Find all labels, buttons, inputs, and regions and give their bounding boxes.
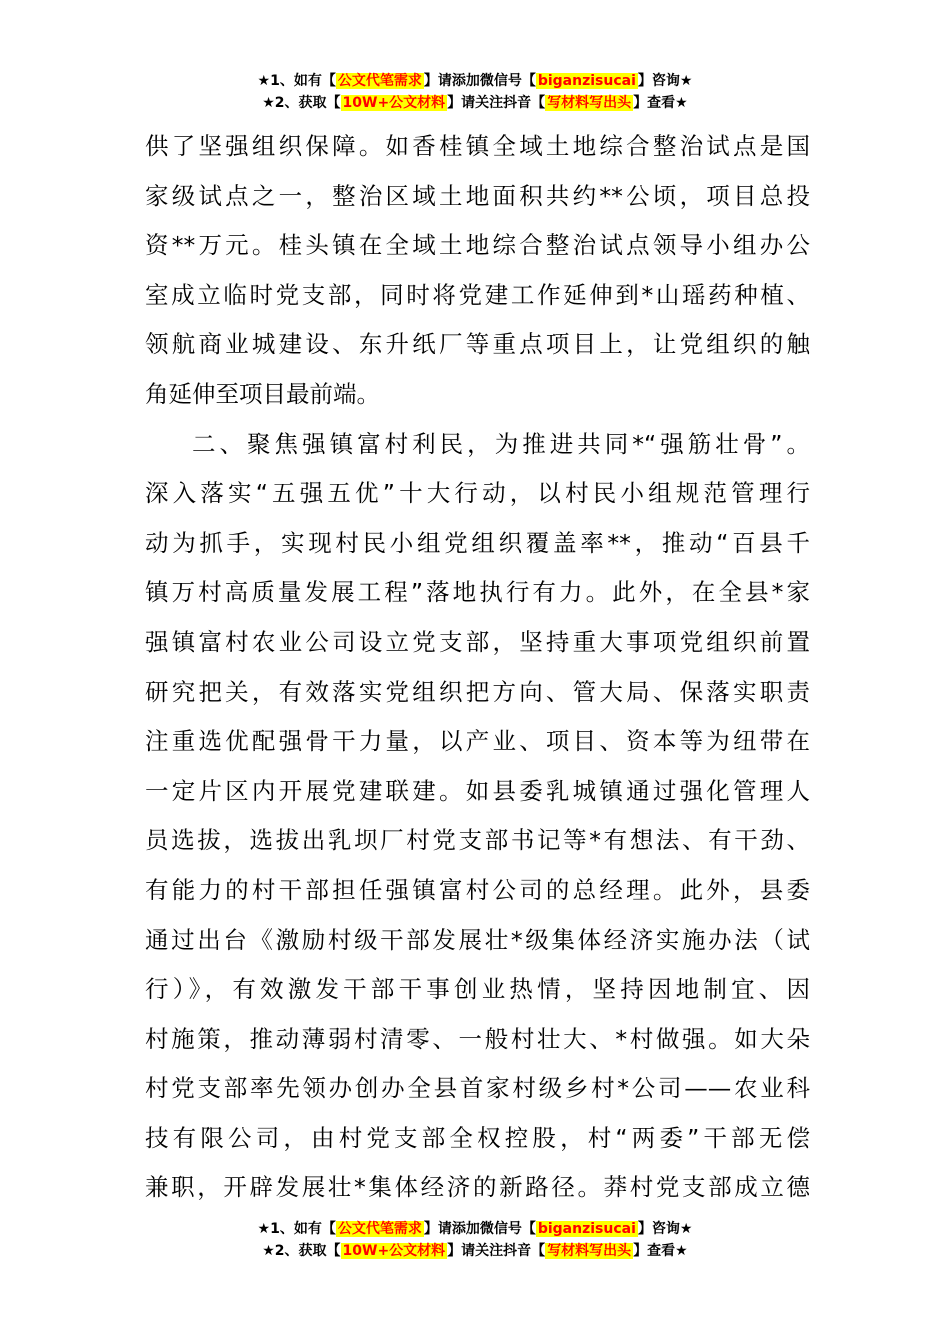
banner-text: ★1、如有【 <box>257 73 336 89</box>
wechat-id-highlight: biganzisucai <box>537 1221 636 1237</box>
body-line: 通过出台《激励村级干部发展壮*级集体经济实施办法（试 <box>145 925 810 954</box>
banner-text: 】请关注抖音【 <box>447 1243 546 1259</box>
body-line: 村施策，推动薄弱村清零、一般村壮大、*村做强。如大朵 <box>145 1024 810 1053</box>
body-line: 注重选优配强骨干力量，以产业、项目、资本等为纽带在 <box>145 727 810 756</box>
highlight-text: 10W+公文材料 <box>342 95 446 111</box>
banner-text: ★2、获取【 <box>262 95 341 111</box>
banner-text: ★1、如有【 <box>257 1221 336 1237</box>
banner-line-2 <box>0 1240 950 1262</box>
body-line: 室成立临时党支部，同时将党建工作延伸到*山瑶药种植、 <box>145 280 810 309</box>
body-line: 有能力的村干部担任强镇富村公司的总经理。此外，县委 <box>145 875 810 904</box>
body-line: 技有限公司，由村党支部全权控股，村“两委”干部无偿 <box>145 1123 810 1152</box>
body-line: 家级试点之一，整治区域土地面积共约**公顷，项目总投 <box>145 181 810 210</box>
banner-line-2 <box>0 92 950 114</box>
body-line: 镇万村高质量发展工程”落地执行有力。此外，在全县*家 <box>145 578 810 607</box>
highlight-text: 公文代笔需求 <box>337 1221 422 1237</box>
document-body <box>145 122 810 1213</box>
banner-text: 】咨询★ <box>637 73 693 89</box>
highlight-text: 公文代笔需求 <box>337 73 422 89</box>
banner-text: 】咨询★ <box>637 1221 693 1237</box>
body-line: 研究把关，有效落实党组织把方向、管大局、保落实职责 <box>145 677 810 706</box>
body-line: 动为抓手，实现村民小组党组织覆盖率**，推动“百县千 <box>145 528 810 557</box>
douyin-id-highlight: 写材料写出头 <box>547 95 632 111</box>
body-line: 深入落实“五强五优”十大行动，以村民小组规范管理行 <box>145 479 810 508</box>
body-line: 强镇富村农业公司设立党支部，坚持重大事项党组织前置 <box>145 627 810 656</box>
body-line: 行）》，有效激发干部干事创业热情，坚持因地制宜、因 <box>145 975 810 1004</box>
bottom-banner <box>0 1218 950 1262</box>
section-heading: 二、聚焦强镇富村利民，为推进共同*“强筋壮骨”。 <box>192 429 810 458</box>
body-line: 资**万元。桂头镇在全域土地综合整治试点领导小组办公 <box>145 231 810 260</box>
banner-text: 】查看★ <box>633 1243 688 1259</box>
body-line: 员选拔，选拔出乳坝厂村党支部书记等*有想法、有干劲、 <box>145 826 810 855</box>
body-line: 村党支部率先领办创办全县首家村级乡村*公司——农业科 <box>145 1074 810 1103</box>
body-line: 领航商业城建设、东升纸厂等重点项目上，让党组织的触 <box>145 330 810 359</box>
banner-line-1 <box>0 1218 950 1240</box>
body-line: 兼职，开辟发展壮*集体经济的新路径。莽村党支部成立德 <box>145 1173 810 1202</box>
banner-text: 】请添加微信号【 <box>423 73 536 89</box>
highlight-text: 10W+公文材料 <box>342 1243 446 1259</box>
banner-text: ★2、获取【 <box>262 1243 341 1259</box>
douyin-id-highlight: 写材料写出头 <box>547 1243 632 1259</box>
body-line: 供了坚强组织保障。如香桂镇全域土地综合整治试点是国 <box>145 132 810 160</box>
banner-text: 】请添加微信号【 <box>423 1221 536 1237</box>
body-line: 角延伸至项目最前端。 <box>145 379 380 408</box>
wechat-id-highlight: biganzisucai <box>537 73 636 89</box>
top-banner <box>0 70 950 114</box>
banner-line-1 <box>0 70 950 92</box>
banner-text: 】请关注抖音【 <box>447 95 546 111</box>
banner-text: 】查看★ <box>633 95 688 111</box>
body-line: 一定片区内开展党建联建。如县委乳城镇通过强化管理人 <box>145 776 810 805</box>
